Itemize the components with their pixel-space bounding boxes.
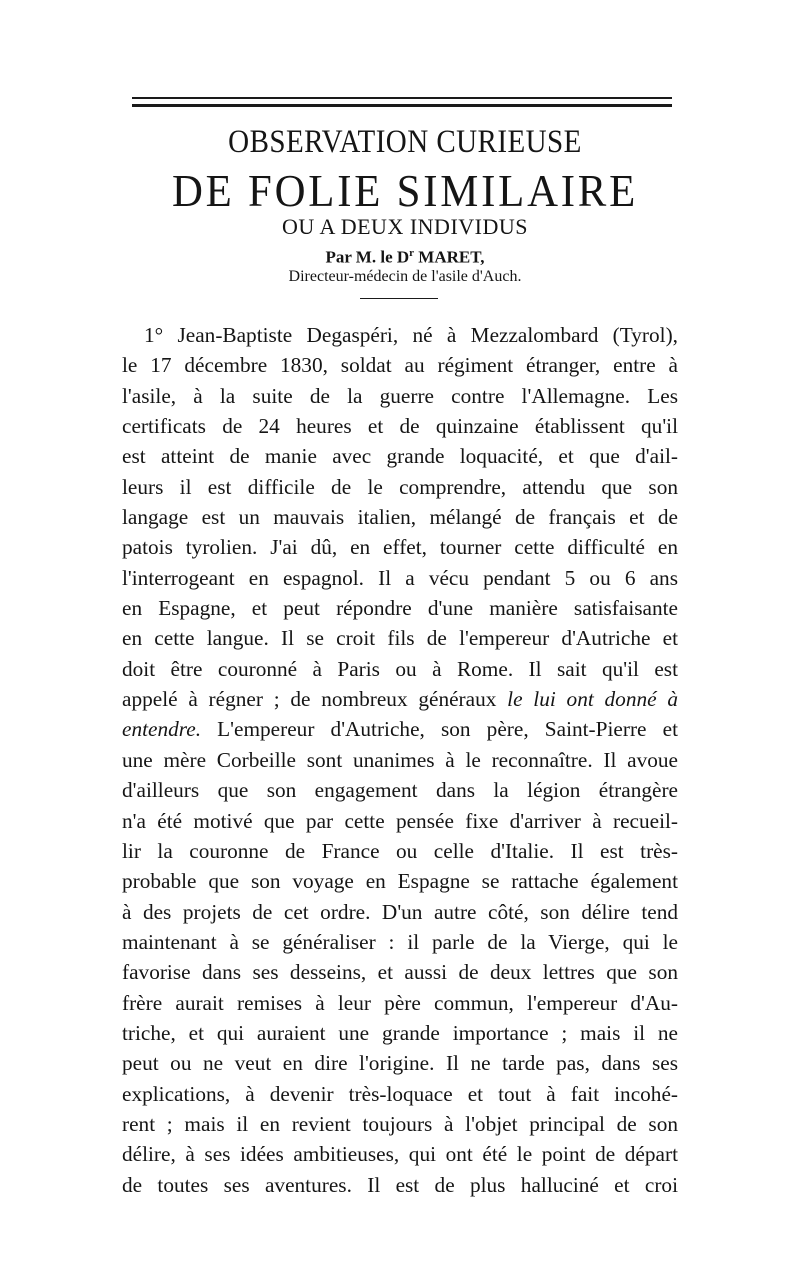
byline-sup: r [409,247,415,259]
title-line-3: OU A DEUX INDIVIDUS [282,214,528,239]
italic-segment: le lui ont donné à [507,687,678,712]
text-line: le 17 décembre 1830, soldat au régiment étranger, entre à [122,353,678,378]
byline-prefix: Par M. le D [325,247,410,267]
text-line: délire, à ses idées ambitieuses, qui ont été le point de départ [122,1142,678,1167]
text-line: à des projets de cet ordre. D'un autre côté, son délire tend [122,899,678,924]
text-line: favorise dans ses desseins, et aussi de deux lettres que son [122,960,678,985]
text-line: en cette langue. Il se croit fils de l'empereur d'Autriche et [122,626,678,651]
text-line: l'asile, à la suite de la guerre contre l'Allemagne. Les [122,383,678,408]
text-line: rent ; mais il en revient toujours à l'objet principal de son [122,1111,678,1136]
affiliation: Directeur-médecin de l'asile d'Auch. [288,268,522,285]
text-line: certificats de 24 heures et de quinzaine établissent qu'il [122,414,678,439]
title-line-2: DE FOLIE SIMILAIRE [171,165,639,216]
top-rule-thick [132,104,672,107]
text-line: maintenant à se généraliser : il parle de la Vierge, qui le [122,929,678,954]
text-line: d'ailleurs que son engagement dans la légion étrangère [122,778,678,803]
byline-name: MARET, [414,247,485,267]
text-line: est atteint de manie avec grande loquacité, et que d'ail- [122,444,678,469]
text-line-mixed [122,684,678,714]
text-line: probable que son voyage en Espagne se rattache également [122,869,678,894]
text-line: en Espagne, et peut répondre d'une manière satisfaisante [122,596,678,621]
top-rule-thin [132,97,672,99]
title-line-1: OBSERVATION CURIEUSE [228,124,582,160]
text-line: explications, à devenir très-loquace et tout à fait incohé- [122,1081,678,1106]
text-line: l'interrogeant en espagnol. Il a vécu pendant 5 ou 6 ans [122,565,678,590]
text-line: leurs il est difficile de le comprendre, attendu que son [122,474,678,499]
text-line-mixed [122,714,678,744]
separator-rule [360,298,438,299]
text-line: doit être couronné à Paris ou à Rome. Il sait qu'il est [122,656,678,681]
body-text [122,320,678,1200]
text-line: peut ou ne veut en dire l'origine. Il ne tarde pas, dans ses [122,1051,678,1076]
byline [130,247,680,268]
text-segment: appelé à régner ; de nombreux généraux [122,687,497,712]
text-line: n'a été motivé que par cette pensée fixe d'arriver à recueil- [122,808,678,833]
text-line: lir la couronne de France ou celle d'Italie. Il est très- [122,838,678,863]
text-line: triche, et qui auraient une grande importance ; mais il ne [122,1020,678,1045]
text-segment: L'empereur d'Autriche, son père, Saint-Pierre et [201,717,678,742]
text-line: 1° Jean-Baptiste Degaspéri, né à Mezzalombard (Tyrol), [144,323,678,347]
italic-segment: entendre. [122,717,202,742]
text-line: langage est un mauvais italien, mélangé de français et de [122,505,678,530]
text-line: frère aurait remises à leur père commun, l'empereur d'Au- [122,990,678,1015]
text-line: patois tyrolien. J'ai dû, en effet, tourner cette difficulté en [122,535,678,560]
text-line: une mère Corbeille sont unanimes à le reconnaître. Il avoue [122,747,678,772]
text-line: de toutes ses aventures. Il est de plus halluciné et croi [122,1172,678,1197]
